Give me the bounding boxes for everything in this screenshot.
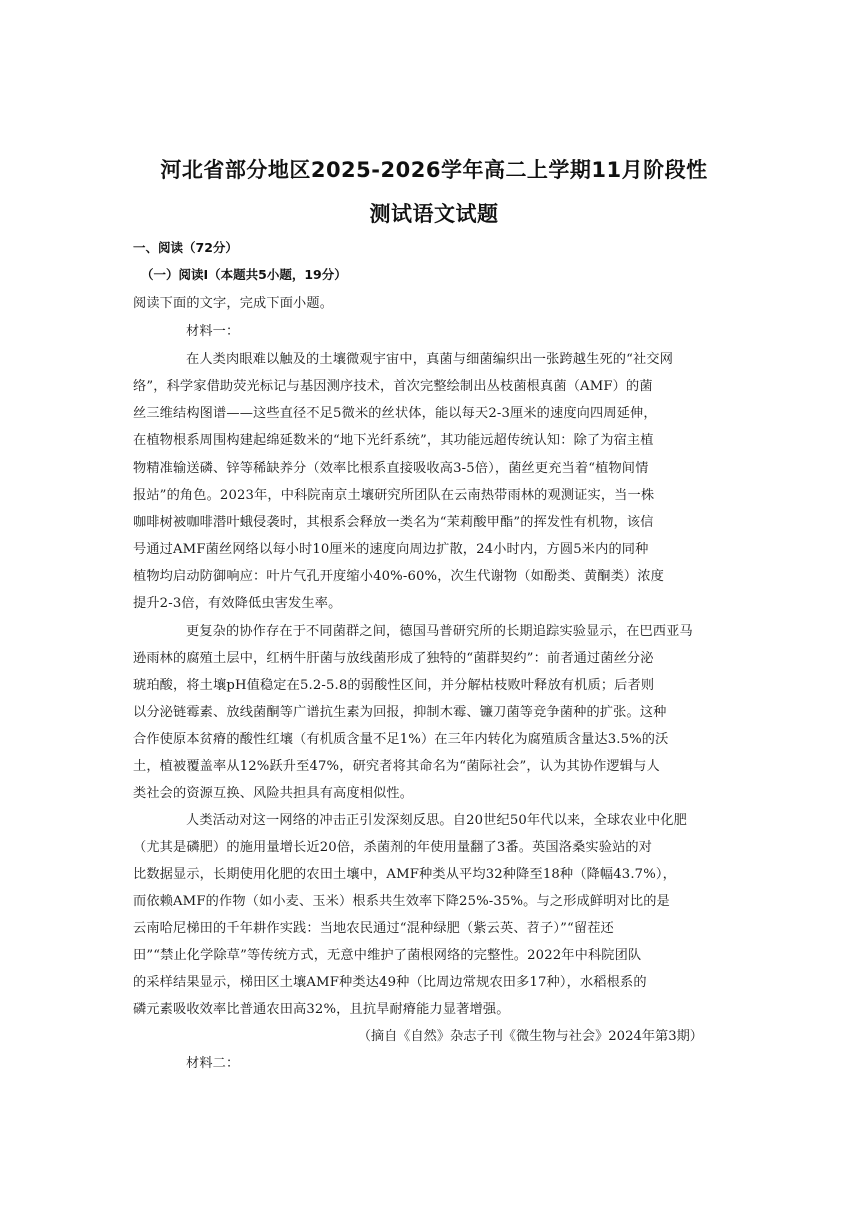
para3-line: 田”“禁止化学除草”等传统方式，无意中维护了菌根网络的完整性。2022年中科院团队 [133, 948, 642, 963]
para1-line: 丝三维结构图谱——这些直径不足5微米的丝状体，能以每天2-3厘米的速度向四周延伸， [133, 406, 657, 421]
instruction-text: 阅读下面的文字，完成下面小题。 [133, 296, 334, 311]
subsection-heading-reading-1: （一）阅读Ⅰ（本题共5小题，19分） [141, 267, 347, 282]
para2-line: 类社会的资源互换、风险共担具有高度相似性。 [133, 786, 414, 801]
para2-line: 更复杂的协作存在于不同菌群之间，德国马普研究所的长期追踪实验显示，在巴西亚马 [186, 624, 693, 639]
para2-line: 琥珀酸，将土壤pH值稳定在5.2-5.8的弱酸性区间，并分解枯枝败叶释放有机质；后者则 [133, 678, 655, 693]
para1-line: 植物均启动防御响应：叶片气孔开度缩小40%-60%，次生代谢物（如酚类、黄酮类）浓度 [133, 569, 664, 584]
para1-line: 提升2-3倍，有效降低虫害发生率。 [133, 596, 342, 611]
material2-label: 材料二： [186, 1056, 240, 1071]
exam-title-line1: 河北省部分地区2025-2026学年高二上学期11月阶段性 [160, 158, 708, 182]
para3-line: 人类活动对这一网络的冲击正引发深刻反思。自20世纪50年代以来，全球农业中化肥 [186, 813, 687, 828]
para2-line: 以分泌链霉素、放线菌酮等广谱抗生素为回报，抑制木霉、镰刀菌等竞争菌种的扩张。这种 [133, 705, 667, 720]
section-heading-reading: 一、阅读（72分） [133, 240, 238, 255]
para3-line: 比数据显示，长期使用化肥的农田土壤中，AMF种类从平均32种降至18种（降幅43.7%）， [133, 867, 676, 882]
para2-line: 逊雨林的腐殖土层中，红柄牛肝菌与放线菌形成了独特的“菌群契约”：前者通过菌丝分泌 [133, 651, 654, 666]
para1-line: 号通过AMF菌丝网络以每小时10厘米的速度向周边扩散，24小时内，方圆5米内的同种 [133, 542, 649, 557]
para1-line: 报站”的角色。2023年，中科院南京土壤研究所团队在云南热带雨林的观测证实，当一株 [133, 488, 655, 503]
para1-line: 络”，科学家借助荧光标记与基因测序技术，首次完整绘制出丛枝菌根真菌（AMF）的菌 [133, 379, 653, 394]
exam-title-line2: 测试语文试题 [369, 202, 499, 226]
para1-line: 物精准输送磷、锌等稀缺养分（效率比根系直接吸收高3-5倍），菌丝更充当着“植物间情 [133, 461, 649, 476]
source-citation: （摘自《自然》杂志子刊《微生物与社会》2024年第3期） [357, 1029, 703, 1044]
para3-line: 而依赖AMF的作物（如小麦、玉米）根系共生效率下降25%-35%。与之形成鲜明对比的是 [133, 894, 670, 909]
para3-line: 的采样结果显示，梯田区土壤AMF种类达49种（比周边常规农田多17种），水稻根系的 [133, 975, 647, 990]
para3-line: 云南哈尼梯田的千年耕作实践：当地农民通过“混种绿肥（紫云英、苕子）”“留茬还 [133, 921, 614, 936]
para2-line: 合作使原本贫瘠的酸性红壤（有机质含量不足1%）在三年内转化为腐殖质含量达3.5%的沃 [133, 732, 669, 747]
material1-label: 材料一： [186, 324, 240, 339]
para1-line: 在植物根系周围构建起绵延数米的“地下光纤系统”，其功能远超传统认知：除了为宿主植 [133, 433, 654, 448]
para3-line: 磷元素吸收效率比普通农田高32%，且抗旱耐瘠能力显著增强。 [133, 1002, 510, 1017]
para1-line: 在人类肉眼难以触及的土壤微观宇宙中，真菌与细菌编织出一张跨越生死的“社交网 [186, 352, 674, 367]
para3-line: （尤其是磷肥）的施用量增长近20倍，杀菌剂的年使用量翻了3番。英国洛桑实验站的对 [133, 840, 653, 855]
para1-line: 咖啡树被咖啡潜叶蛾侵袭时，其根系会释放一类名为“茉莉酸甲酯”的挥发性有机物，该信 [133, 515, 654, 530]
para2-line: 土，植被覆盖率从12%跃升至47%，研究者将其命名为“菌际社会”，认为其协作逻辑与人 [133, 759, 660, 774]
